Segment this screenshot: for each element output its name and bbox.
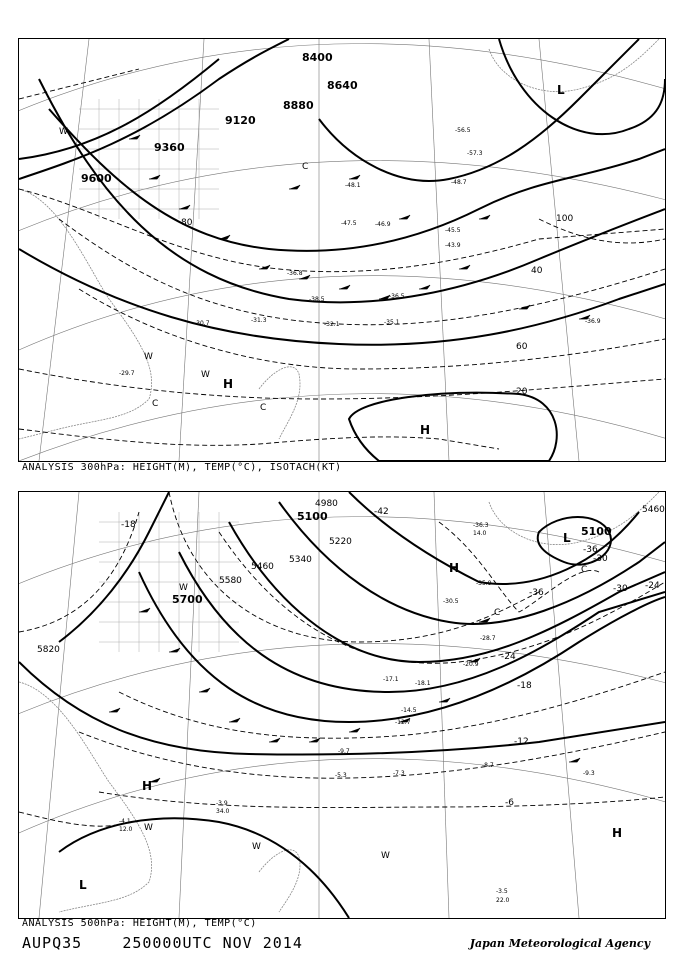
isotherm-label: -30 xyxy=(593,554,608,564)
low-center-500-east: L xyxy=(563,531,571,545)
isotach-label-100: 100 xyxy=(556,214,574,224)
isotach-label-20: 20 xyxy=(516,387,528,397)
station-value: -30.5 xyxy=(443,598,459,605)
wind-barbs-500 xyxy=(109,608,580,782)
low-center-300: L xyxy=(557,83,565,97)
analysis-300hpa-map xyxy=(18,38,666,462)
caption-500hpa: ANALYSIS 500hPa: HEIGHT(M), TEMP(°C) xyxy=(22,918,257,929)
station-value: -5.3 xyxy=(335,772,347,779)
height-label-5340: 5340 xyxy=(289,555,312,565)
height-label-5460: 5460 xyxy=(251,562,274,572)
cold-marker-300-c: C xyxy=(302,162,309,172)
isotherm-label: -36 xyxy=(529,588,544,598)
station-value: -20.9 xyxy=(463,661,479,668)
isotherm-label: -36 xyxy=(583,545,598,555)
warm-marker-500-d: W xyxy=(381,851,390,861)
station-value: 22.0 xyxy=(496,897,510,904)
graticule-500 xyxy=(19,492,665,918)
warm-marker-500-c: W xyxy=(252,842,261,852)
station-value: -8.7 xyxy=(482,762,494,769)
temp-value: -46.9 xyxy=(375,221,391,228)
height-label-5460-east: 5460 xyxy=(642,505,665,515)
cold-marker-500-b: C xyxy=(581,565,588,575)
station-value: -36.3 xyxy=(473,522,489,529)
isotherm-label: -18 xyxy=(121,520,136,530)
caption-300hpa: ANALYSIS 300hPa: HEIGHT(M), TEMP(°C), ISOTACH(KT) xyxy=(22,462,342,473)
cold-marker-300-a: C xyxy=(152,399,159,409)
cold-marker-500-a: C xyxy=(494,608,501,618)
station-value: -7.3 xyxy=(393,770,405,777)
height-label-8400: 8400 xyxy=(302,51,333,64)
temp-value: -29.7 xyxy=(119,370,135,377)
station-value: -12.7 xyxy=(395,719,411,726)
isotherm-label: -18 xyxy=(517,681,532,691)
high-center-500-east: H xyxy=(612,826,623,840)
isotach-label-80: 80 xyxy=(181,218,193,228)
height-label-5220: 5220 xyxy=(329,537,352,547)
height-label-8880: 8880 xyxy=(283,99,314,112)
temp-value: -32.1 xyxy=(324,321,340,328)
high-center-500-north: H xyxy=(449,561,460,575)
coastline-300 xyxy=(19,39,659,439)
height-label-5700: 5700 xyxy=(172,593,203,606)
temp-value: -36.5 xyxy=(389,293,405,300)
isotherm-label: -12 xyxy=(514,737,529,747)
station-value: -9.3 xyxy=(583,770,595,777)
low-center-500-west: L xyxy=(79,878,87,892)
isotach-label-40: 40 xyxy=(531,266,543,276)
cold-hatch-500 xyxy=(99,512,239,652)
cold-hatch-300 xyxy=(79,99,219,219)
warm-marker-300-a: W xyxy=(59,127,68,137)
isotherm-label: -6 xyxy=(505,798,514,808)
temp-value: -31.3 xyxy=(251,317,267,324)
warm-marker-500-a: W xyxy=(179,583,188,593)
station-value: -9.7 xyxy=(338,748,350,755)
station-value: -14.5 xyxy=(401,707,417,714)
temp-value: -35.1 xyxy=(384,319,400,326)
height-label-5100: 5100 xyxy=(297,510,328,523)
agency-name: Japan Meteorological Agency xyxy=(469,937,650,950)
cold-marker-300-b: C xyxy=(260,403,267,413)
chart-identifier xyxy=(22,934,303,952)
temp-value: -36.9 xyxy=(585,318,601,325)
warm-marker-300-c: W xyxy=(201,370,210,380)
height-contours-300 xyxy=(19,39,665,461)
wind-barbs-300 xyxy=(129,135,590,319)
station-value: -3.5 xyxy=(496,888,508,895)
high-center-300-east: H xyxy=(420,423,431,437)
station-value: -28.7 xyxy=(480,635,496,642)
high-center-500-west: H xyxy=(142,779,153,793)
coastline-500 xyxy=(19,492,659,912)
temp-value: -47.5 xyxy=(341,220,357,227)
analysis-500hpa-map xyxy=(18,491,666,919)
isotherm-label: -24 xyxy=(645,581,660,591)
station-value: 14.0 xyxy=(473,530,487,537)
isotach-label-60: 60 xyxy=(516,342,528,352)
temp-value: -45.5 xyxy=(445,227,461,234)
temp-value: -38.5 xyxy=(309,296,325,303)
isotherm-label: -24 xyxy=(501,652,516,662)
height-label-9120: 9120 xyxy=(225,114,256,127)
height-label-4980: 4980 xyxy=(315,499,338,509)
height-label-9360: 9360 xyxy=(154,141,185,154)
temp-value: -36.8 xyxy=(287,270,303,277)
warm-marker-500-b: W xyxy=(144,823,153,833)
height-label-8640: 8640 xyxy=(327,79,358,92)
station-value: -35.9 xyxy=(476,580,492,587)
chart-valid-time: 250000UTC NOV 2014 xyxy=(122,934,303,952)
high-center-300-west: H xyxy=(223,377,234,391)
station-value: 34.0 xyxy=(216,808,230,815)
temp-value: -30.7 xyxy=(194,320,210,327)
chart-code: AUPQ35 xyxy=(22,934,83,952)
temp-value: -43.9 xyxy=(445,242,461,249)
height-label-9600: 9600 xyxy=(81,172,112,185)
height-label-5100-east: 5100 xyxy=(581,525,612,538)
temp-value: -48.1 xyxy=(345,182,361,189)
isotherm-label: -30 xyxy=(613,584,628,594)
warm-marker-300-b: W xyxy=(144,352,153,362)
height-label-5580: 5580 xyxy=(219,576,242,586)
isotherm-label: -42 xyxy=(374,507,389,517)
station-value: -17.1 xyxy=(383,676,399,683)
temp-value: -56.5 xyxy=(455,127,471,134)
station-value: -18.1 xyxy=(415,680,431,687)
temp-value: -57.3 xyxy=(467,150,483,157)
temp-value: -48.7 xyxy=(451,179,467,186)
station-value: -4.1 xyxy=(119,818,131,825)
station-value: -3.9 xyxy=(216,800,228,807)
height-label-5820: 5820 xyxy=(37,645,60,655)
height-contours-500 xyxy=(19,492,665,918)
station-value: 12.0 xyxy=(119,826,133,833)
